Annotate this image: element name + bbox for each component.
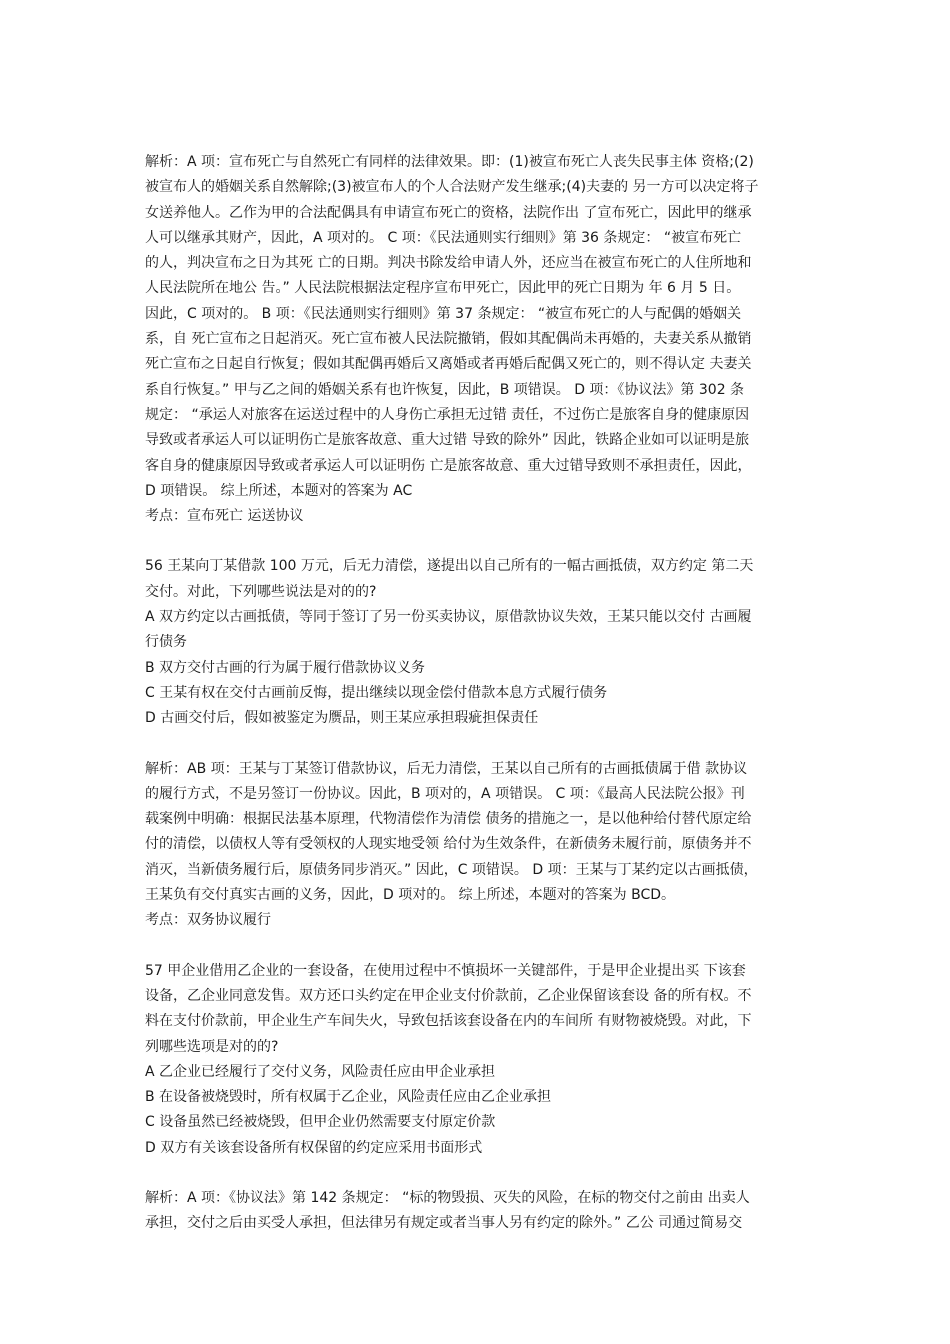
text-line: 解析：A 项：《协议法》第 142 条规定： “标的物毁损、灭失的风险，在标的物交付之前由 出卖人 <box>145 1189 750 1206</box>
text-line: 死亡宣布之日起自行恢复；假如其配偶再婚后又离婚或者再婚后配偶又死亡的，则不得认定 夫妻关 <box>145 356 752 373</box>
option-d-line: D 双方有关该套设备所有权保留的约定应采用书面形式 <box>145 1139 483 1156</box>
paragraph-gap <box>145 732 817 757</box>
text-line: 规定： “承运人对旅客在运送过程中的人身伤亡承担无过错 责任，不过伤亡是旅客自身的健康原因 <box>145 406 750 423</box>
text-line: 消灭，当新债务履行后，原债务同步消灭。” 因此，C 项错误。 D 项：王某与丁某约定以古画抵债， <box>145 861 758 878</box>
option-c-line: C 设备虽然已经被烧毁，但甲企业仍然需要支付原定价款 <box>145 1114 496 1131</box>
text-line: 因此，C 项对的。 B 项：《民法通则实行细则》第 37 条规定： “被宣布死亡的人与配偶的婚姻关 <box>145 305 742 322</box>
question-text-line: 料在支付价款前，甲企业生产车间失火，导致包括该套设备在内的车间所 有财物被烧毁。对此，下 <box>145 1013 752 1030</box>
text-line: 女送养他人。乙作为甲的合法配偶具有申请宣布死亡的资格，法院作出 了宣布死亡，因此甲的继承 <box>145 204 752 221</box>
text-line: 王某负有交付真实古画的义务，因此，D 项对的。 综上所述，本题对的答案为 BCD。 <box>145 887 676 904</box>
option-b-line: B 在设备被烧毁时，所有权属于乙企业，风险责任应由乙企业承担 <box>145 1089 552 1106</box>
key-point-line: 考点：双务协议履行 <box>145 912 271 929</box>
analysis-55 <box>145 150 817 529</box>
option-a-line: A 双方约定以古画抵债，等同于签订了另一份买卖协议，原借款协议失效，王某只能以交付 古画履 <box>145 609 752 626</box>
question-text-line: 56 王某向丁某借款 100 万元，后无力清偿，遂提出以自己所有的一幅古画抵债，双方约定 第二天 <box>145 558 754 575</box>
text-line: 的履行方式，不是另签订一份协议。因此，B 项对的，A 项错误。 C 项：《最高人民法院公报》刊 <box>145 785 745 802</box>
text-line: 付的清偿，以债权人等有受领权的人现实地受领 给付为生效条件，在新债务未履行前，原债务并不 <box>145 836 752 853</box>
option-c-line: C 王某有权在交付古画前反悔，提出继续以现金偿付借款本息方式履行债务 <box>145 684 608 701</box>
option-a-line: A 乙企业已经履行了交付义务，风险责任应由甲企业承担 <box>145 1063 496 1080</box>
text-line: 人可以继承其财产，因此，A 项对的。 C 项：《民法通则实行细则》第 36 条规定： “被宣布死亡 <box>145 229 742 246</box>
question-56 <box>145 554 817 731</box>
text-line: 系，自 死亡宣布之日起消灭。死亡宣布被人民法院撤销，假如其配偶尚未再婚的，夫妻关系从撤销 <box>145 331 752 348</box>
text-line: 导致或者承运人可以证明伤亡是旅客故意、重大过错 导致的除外” 因此，铁路企业如可以证明是旅 <box>145 432 750 449</box>
text-line: 载案例中明确：根据民法基本原理，代物清偿作为清偿 债务的措施之一，是以他种给付替代原定给 <box>145 811 752 828</box>
text-line: 解析：AB 项：王某与丁某签订借款协议，后无力清偿，王某以自己所有的古画抵债属于借 款协议 <box>145 760 748 777</box>
text-line: 的人，判决宣布之日为其死 亡的日期。判决书除发给申请人外，还应当在被宣布死亡的人住所地和 <box>145 255 752 272</box>
paragraph-gap <box>145 934 817 959</box>
question-text-line: 设备，乙企业同意发售。双方还口头约定在甲企业支付价款前，乙企业保留该套设 备的所有权。不 <box>145 987 752 1004</box>
question-text-line: 57 甲企业借用乙企业的一套设备，在使用过程中不慎损坏一关键部件，于是甲企业提出买 下该套 <box>145 962 746 979</box>
question-text-line: 列哪些选项是对的的? <box>145 1038 279 1055</box>
question-57 <box>145 959 817 1161</box>
document-body <box>145 150 817 1237</box>
text-line: 被宣布人的婚姻关系自然解除;(3)被宣布人的个人合法财产发生继承;(4)夫妻的 另一方可以决定将子 <box>145 179 759 196</box>
analysis-57 <box>145 1186 817 1237</box>
paragraph-gap <box>145 529 817 554</box>
text-line: 人民法院所在地公 告。” 人民法院根据法定程序宣布甲死亡，因此甲的死亡日期为 年 6 月 5 日。 <box>145 280 741 297</box>
option-a-line: 行债务 <box>145 634 187 651</box>
text-line: 系自行恢复。” 甲与乙之间的婚姻关系有也许恢复，因此，B 项错误。 D 项：《协议法》第 302 条 <box>145 381 745 398</box>
text-line: 承担，交付之后由买受人承担，但法律另有规定或者当事人另有约定的除外。” 乙公 司通过简易交 <box>145 1215 743 1232</box>
option-d-line: D 古画交付后，假如被鉴定为赝品，则王某应承担瑕疵担保责任 <box>145 710 539 727</box>
key-point-line: 考点：宣布死亡 运送协议 <box>145 508 304 525</box>
option-b-line: B 双方交付古画的行为属于履行借款协议义务 <box>145 659 426 676</box>
paragraph-gap <box>145 1161 817 1186</box>
text-line: 解析：A 项：宣布死亡与自然死亡有同样的法律效果。即：(1)被宣布死亡人丧失民事主体 资格;(2) <box>145 154 754 170</box>
analysis-56 <box>145 757 817 934</box>
text-line: 客自身的健康原因导致或者承运人可以证明伤 亡是旅客故意、重大过错导致则不承担责任，因此， <box>145 457 752 474</box>
question-text-line: 交付。对此，下列哪些说法是对的的? <box>145 583 377 600</box>
text-line: D 项错误。 综上所述，本题对的答案为 AC <box>145 482 413 499</box>
